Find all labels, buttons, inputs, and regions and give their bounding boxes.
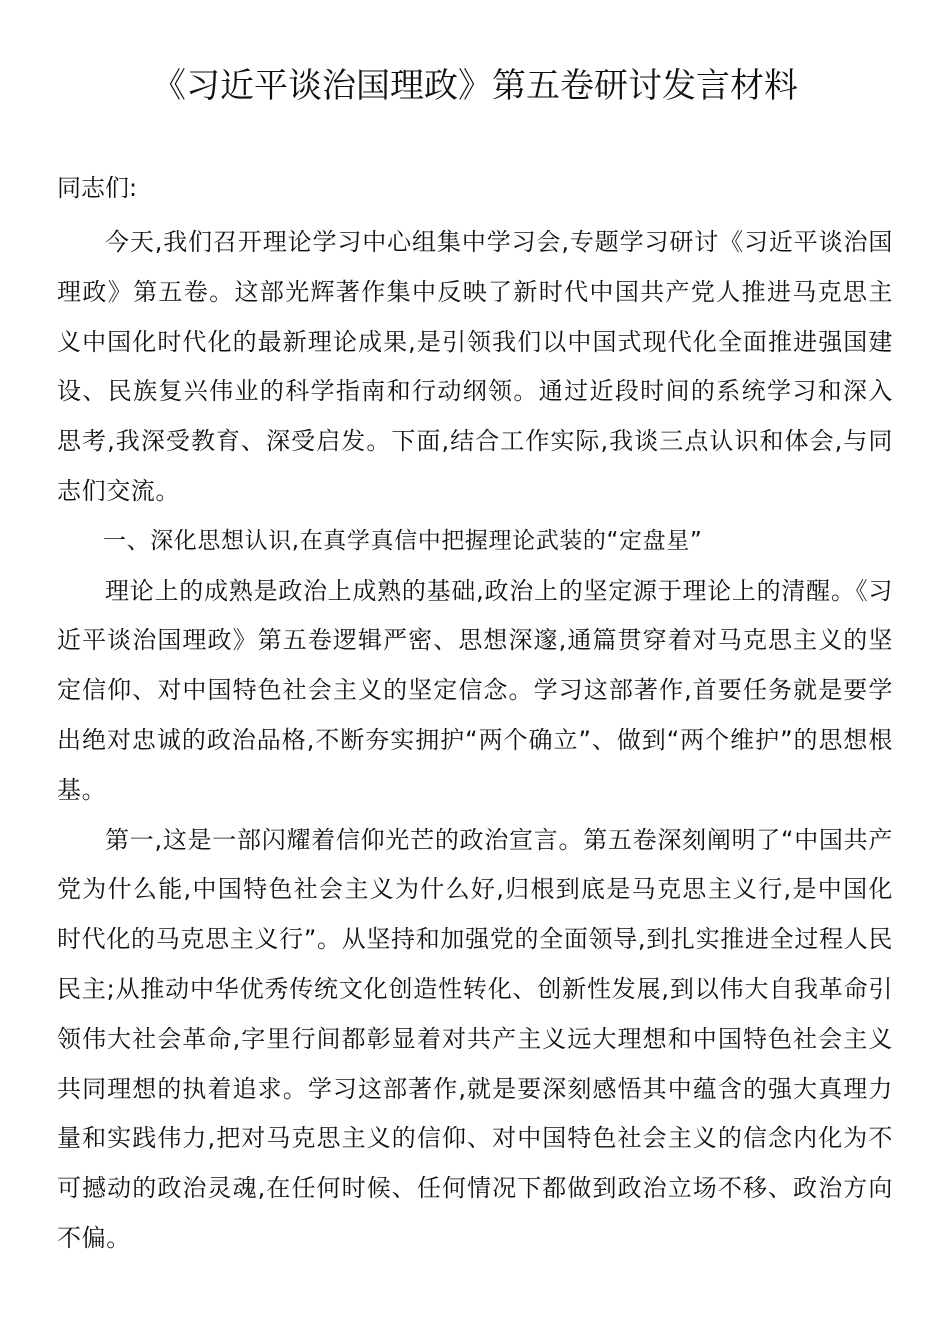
section-heading-1: 一、深化思想认识,在真学真信中把握理论武装的“定盘星” [103, 527, 703, 554]
document-body [57, 218, 893, 1264]
document-title: 《习近平谈治国理政》第五卷研讨发言材料 [152, 66, 798, 106]
paragraph-section-1: 理论上的成熟是政治上成熟的基础,政治上的坚定源于理论上的清醒。《习近平谈治国理政》第五卷逻辑严密、思想深邃,通篇贯穿着对马克思主义的坚定信仰、对中国特色社会主义的坚定信念。学习这部著作,首要任务就是要学出绝对忠诚的政治品格,不断夯实拥护“两个确立”、做到“两个维护”的思想根基。 [57, 576, 893, 804]
paragraph-intro: 今天,我们召开理论学习中心组集中学习会,专题学习研讨《习近平谈治国理政》第五卷。这部光辉著作集中反映了新时代中国共产党人推进马克思主义中国化时代化的最新理论成果,是引领我们以中国式现代化全面推进强国建设、民族复兴伟业的科学指南和行动纲领。通过近段时间的系统学习和深入思考,我深受教育、深受启发。下面,结合工作实际,我谈三点认识和体会,与同志们交流。 [57, 228, 893, 505]
salutation: 同志们: [57, 174, 138, 202]
paragraph-point-1: 第一,这是一部闪耀着信仰光芒的政治宣言。第五卷深刻阐明了“中国共产党为什么能,中国特色社会主义为什么好,归根到底是马克思主义行,是中国化时代化的马克思主义行”。从坚持和加强党的全面领导,到扎实推进全过程人民民主;从推动中华优秀传统文化创造性转化、创新性发展,到以伟大自我革命引领伟大社会革命,字里行间都彰显着对共产主义远大理想和中国特色社会主义共同理想的执着追求。学习这部著作,就是要深刻感悟其中蕴含的强大真理力量和实践伟力,把对马克思主义的信仰、对中国特色社会主义的信念内化为不可撼动的政治灵魂,在任何时候、任何情况下都做到政治立场不移、政治方向不偏。 [57, 825, 893, 1252]
